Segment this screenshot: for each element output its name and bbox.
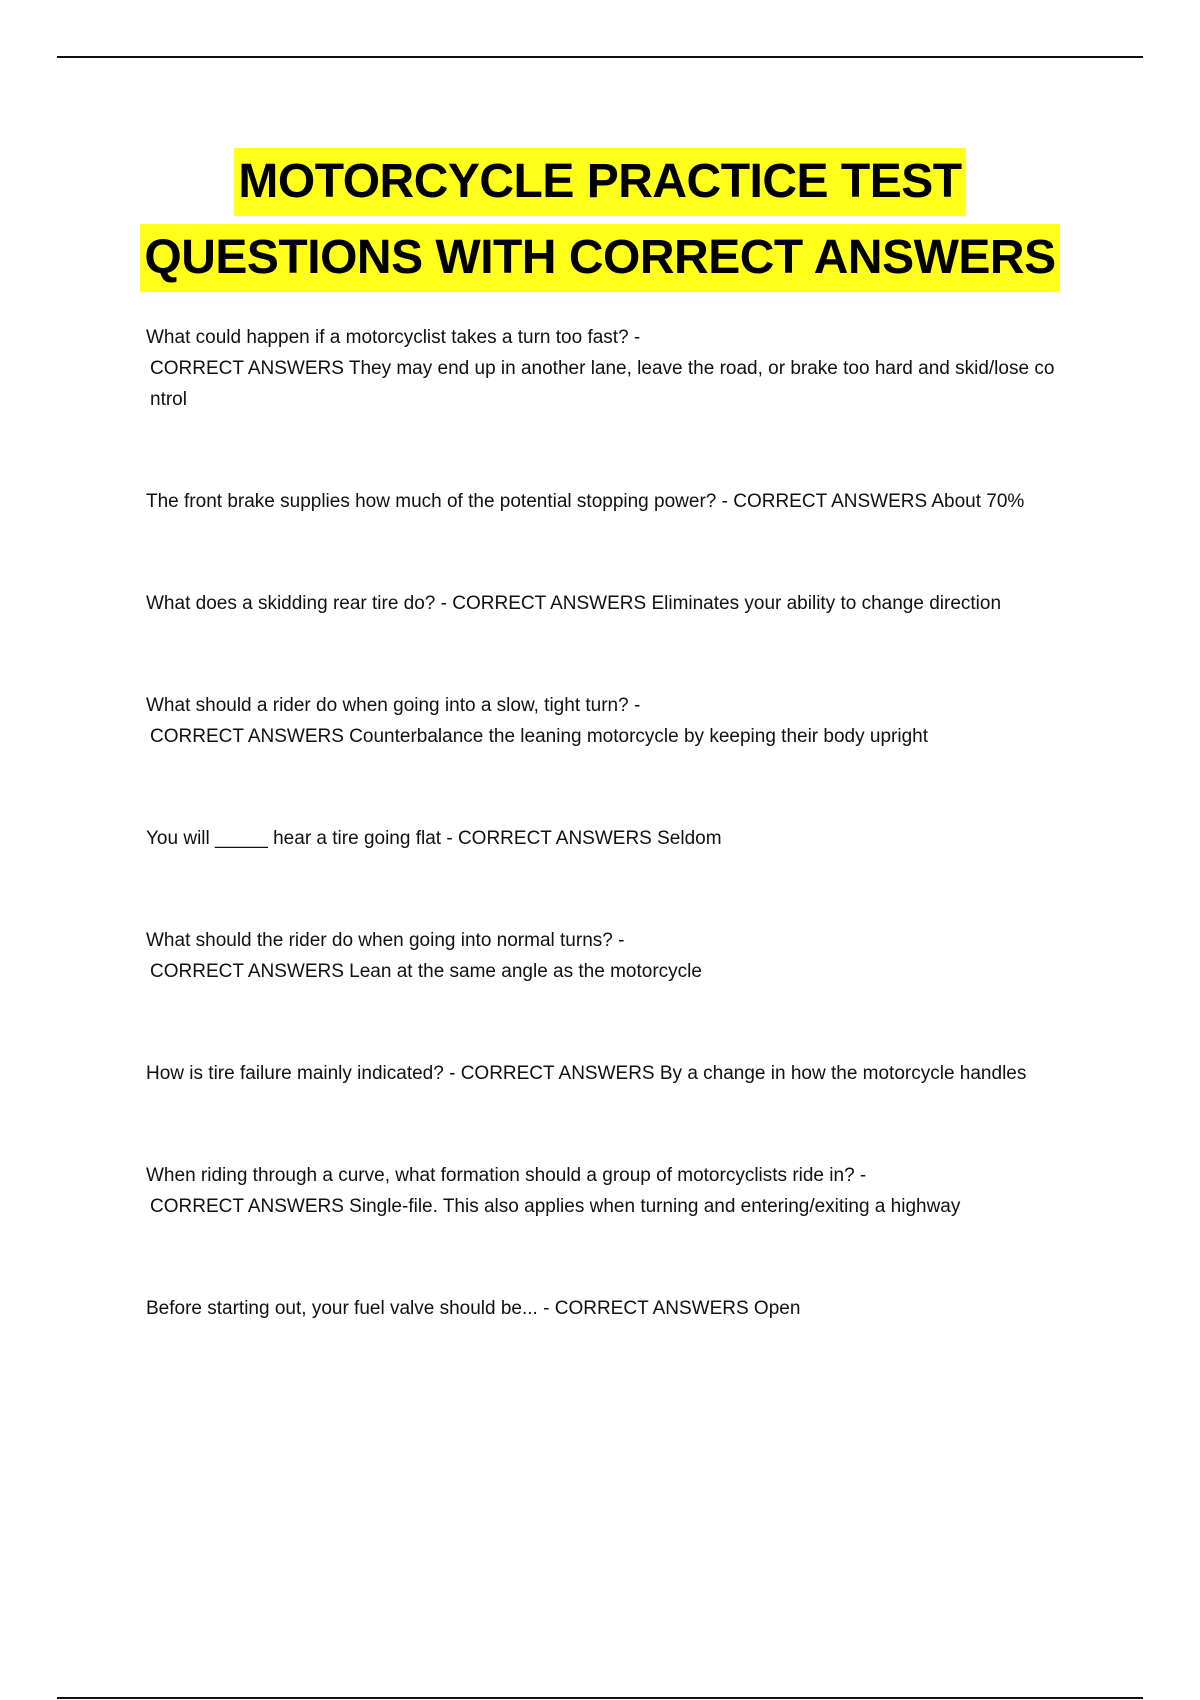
answer-text: CORRECT ANSWERS Open xyxy=(554,1298,801,1319)
list-item xyxy=(146,322,1096,415)
answer-text: CORRECT ANSWERS Single-file. This also applies when turning and entering/exiting a highway xyxy=(150,1196,961,1217)
question-text: The front brake supplies how much of the potential stopping power? - xyxy=(146,491,728,512)
title-line-2: QUESTIONS WITH CORRECT ANSWERS xyxy=(140,224,1059,292)
header-rule xyxy=(57,56,1143,58)
footer-rule xyxy=(57,1697,1143,1699)
answer-text: CORRECT ANSWERS Lean at the same angle as the motorcycle xyxy=(150,961,702,982)
answer-text: CORRECT ANSWERS About 70% xyxy=(733,491,1025,512)
list-item xyxy=(146,486,1096,517)
answer-text: CORRECT ANSWERS Seldom xyxy=(457,828,722,849)
list-item xyxy=(146,588,1096,619)
document-title xyxy=(0,148,1200,292)
question-text: What could happen if a motorcyclist takes a turn too fast? - xyxy=(146,327,641,348)
question-text: How is tire failure mainly indicated? - xyxy=(146,1063,456,1084)
list-item xyxy=(146,1160,1096,1222)
question-text: Before starting out, your fuel valve should be... - xyxy=(146,1298,550,1319)
question-answer-list xyxy=(146,322,1096,1324)
answer-text: CORRECT ANSWERS They may end up in another lane, leave the road, or brake too hard and skid/lose co ntrol xyxy=(150,358,1055,410)
question-text: What does a skidding rear tire do? - xyxy=(146,593,447,614)
title-line-1: MOTORCYCLE PRACTICE TEST xyxy=(234,148,965,216)
question-text: You will _____ hear a tire going flat - xyxy=(146,828,453,849)
answer-text: CORRECT ANSWERS Counterbalance the leaning motorcycle by keeping their body upright xyxy=(150,726,928,747)
list-item xyxy=(146,925,1096,987)
question-text: What should the rider do when going into normal turns? - xyxy=(146,930,625,951)
answer-text: CORRECT ANSWERS Eliminates your ability to change direction xyxy=(452,593,1002,614)
list-item xyxy=(146,823,1096,854)
question-text: When riding through a curve, what formation should a group of motorcyclists ride in? - xyxy=(146,1165,867,1186)
question-text: What should a rider do when going into a slow, tight turn? - xyxy=(146,695,641,716)
answer-text: CORRECT ANSWERS By a change in how the motorcycle handles xyxy=(460,1063,1027,1084)
list-item xyxy=(146,1058,1096,1089)
list-item xyxy=(146,690,1096,752)
list-item xyxy=(146,1293,1096,1324)
